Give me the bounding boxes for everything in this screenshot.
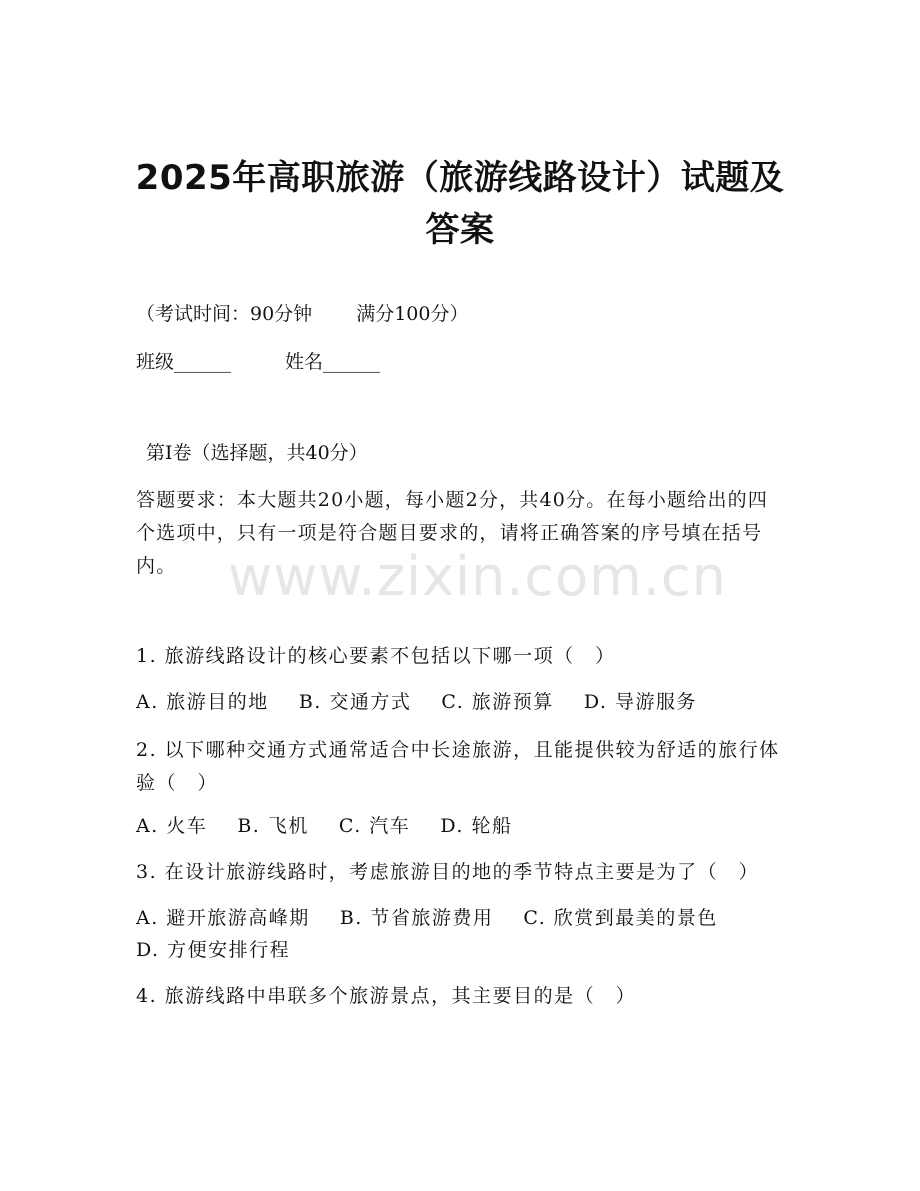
- document-title: 2025年高职旅游（旅游线路设计）试题及答案: [135, 158, 785, 250]
- option-c: C. 汽车: [338, 815, 411, 837]
- question-1-stem: 1. 旅游线路设计的核心要素不包括以下哪一项（ ）: [136, 645, 616, 667]
- option-b: B. 节省旅游费用: [339, 907, 494, 929]
- class-field: 班级______: [136, 351, 232, 373]
- question-3-stem: 3. 在设计旅游线路时，考虑旅游目的地的季节特点主要是为了（ ）: [136, 861, 760, 883]
- exam-score: 满分100分）: [356, 303, 469, 325]
- option-d: D. 轮船: [440, 815, 513, 837]
- answer-instructions: 答题要求：本大题共20小题，每小题2分，共40分。在每小题给出的四个选项中，只有一项是符合题目要求的，请将正确答案的序号填在括号内。: [136, 489, 769, 577]
- question-3-options: [136, 906, 718, 930]
- option-b: B. 交通方式: [298, 691, 412, 713]
- option-a: A. 避开旅游高峰期: [136, 907, 310, 929]
- watermark: www.zixin.com.cn: [228, 545, 727, 608]
- exam-info: [136, 302, 468, 326]
- option-d: D. 导游服务: [583, 691, 697, 713]
- question-1-options: [136, 690, 697, 714]
- option-a: A. 旅游目的地: [136, 691, 269, 713]
- option-c: C. 旅游预算: [441, 691, 554, 713]
- question-2-stem: 2. 以下哪种交通方式通常适合中长途旅游，且能提供较为舒适的旅行体验（ ）: [136, 739, 780, 794]
- question-2-options: [136, 814, 512, 838]
- student-info: [136, 350, 380, 374]
- name-field: 姓名______: [285, 351, 381, 373]
- option-b: B. 飞机: [237, 815, 309, 837]
- question-3-option-d: D. 方便安排行程: [136, 939, 291, 961]
- option-a: A. 火车: [136, 815, 208, 837]
- section-heading: 第Ⅰ卷（选择题，共40分）: [146, 442, 368, 464]
- exam-time: （考试时间：90分钟: [136, 303, 313, 325]
- question-4-stem: 4. 旅游线路中串联多个旅游景点，其主要目的是（ ）: [136, 985, 637, 1007]
- option-c: C. 欣赏到最美的景色: [523, 907, 718, 929]
